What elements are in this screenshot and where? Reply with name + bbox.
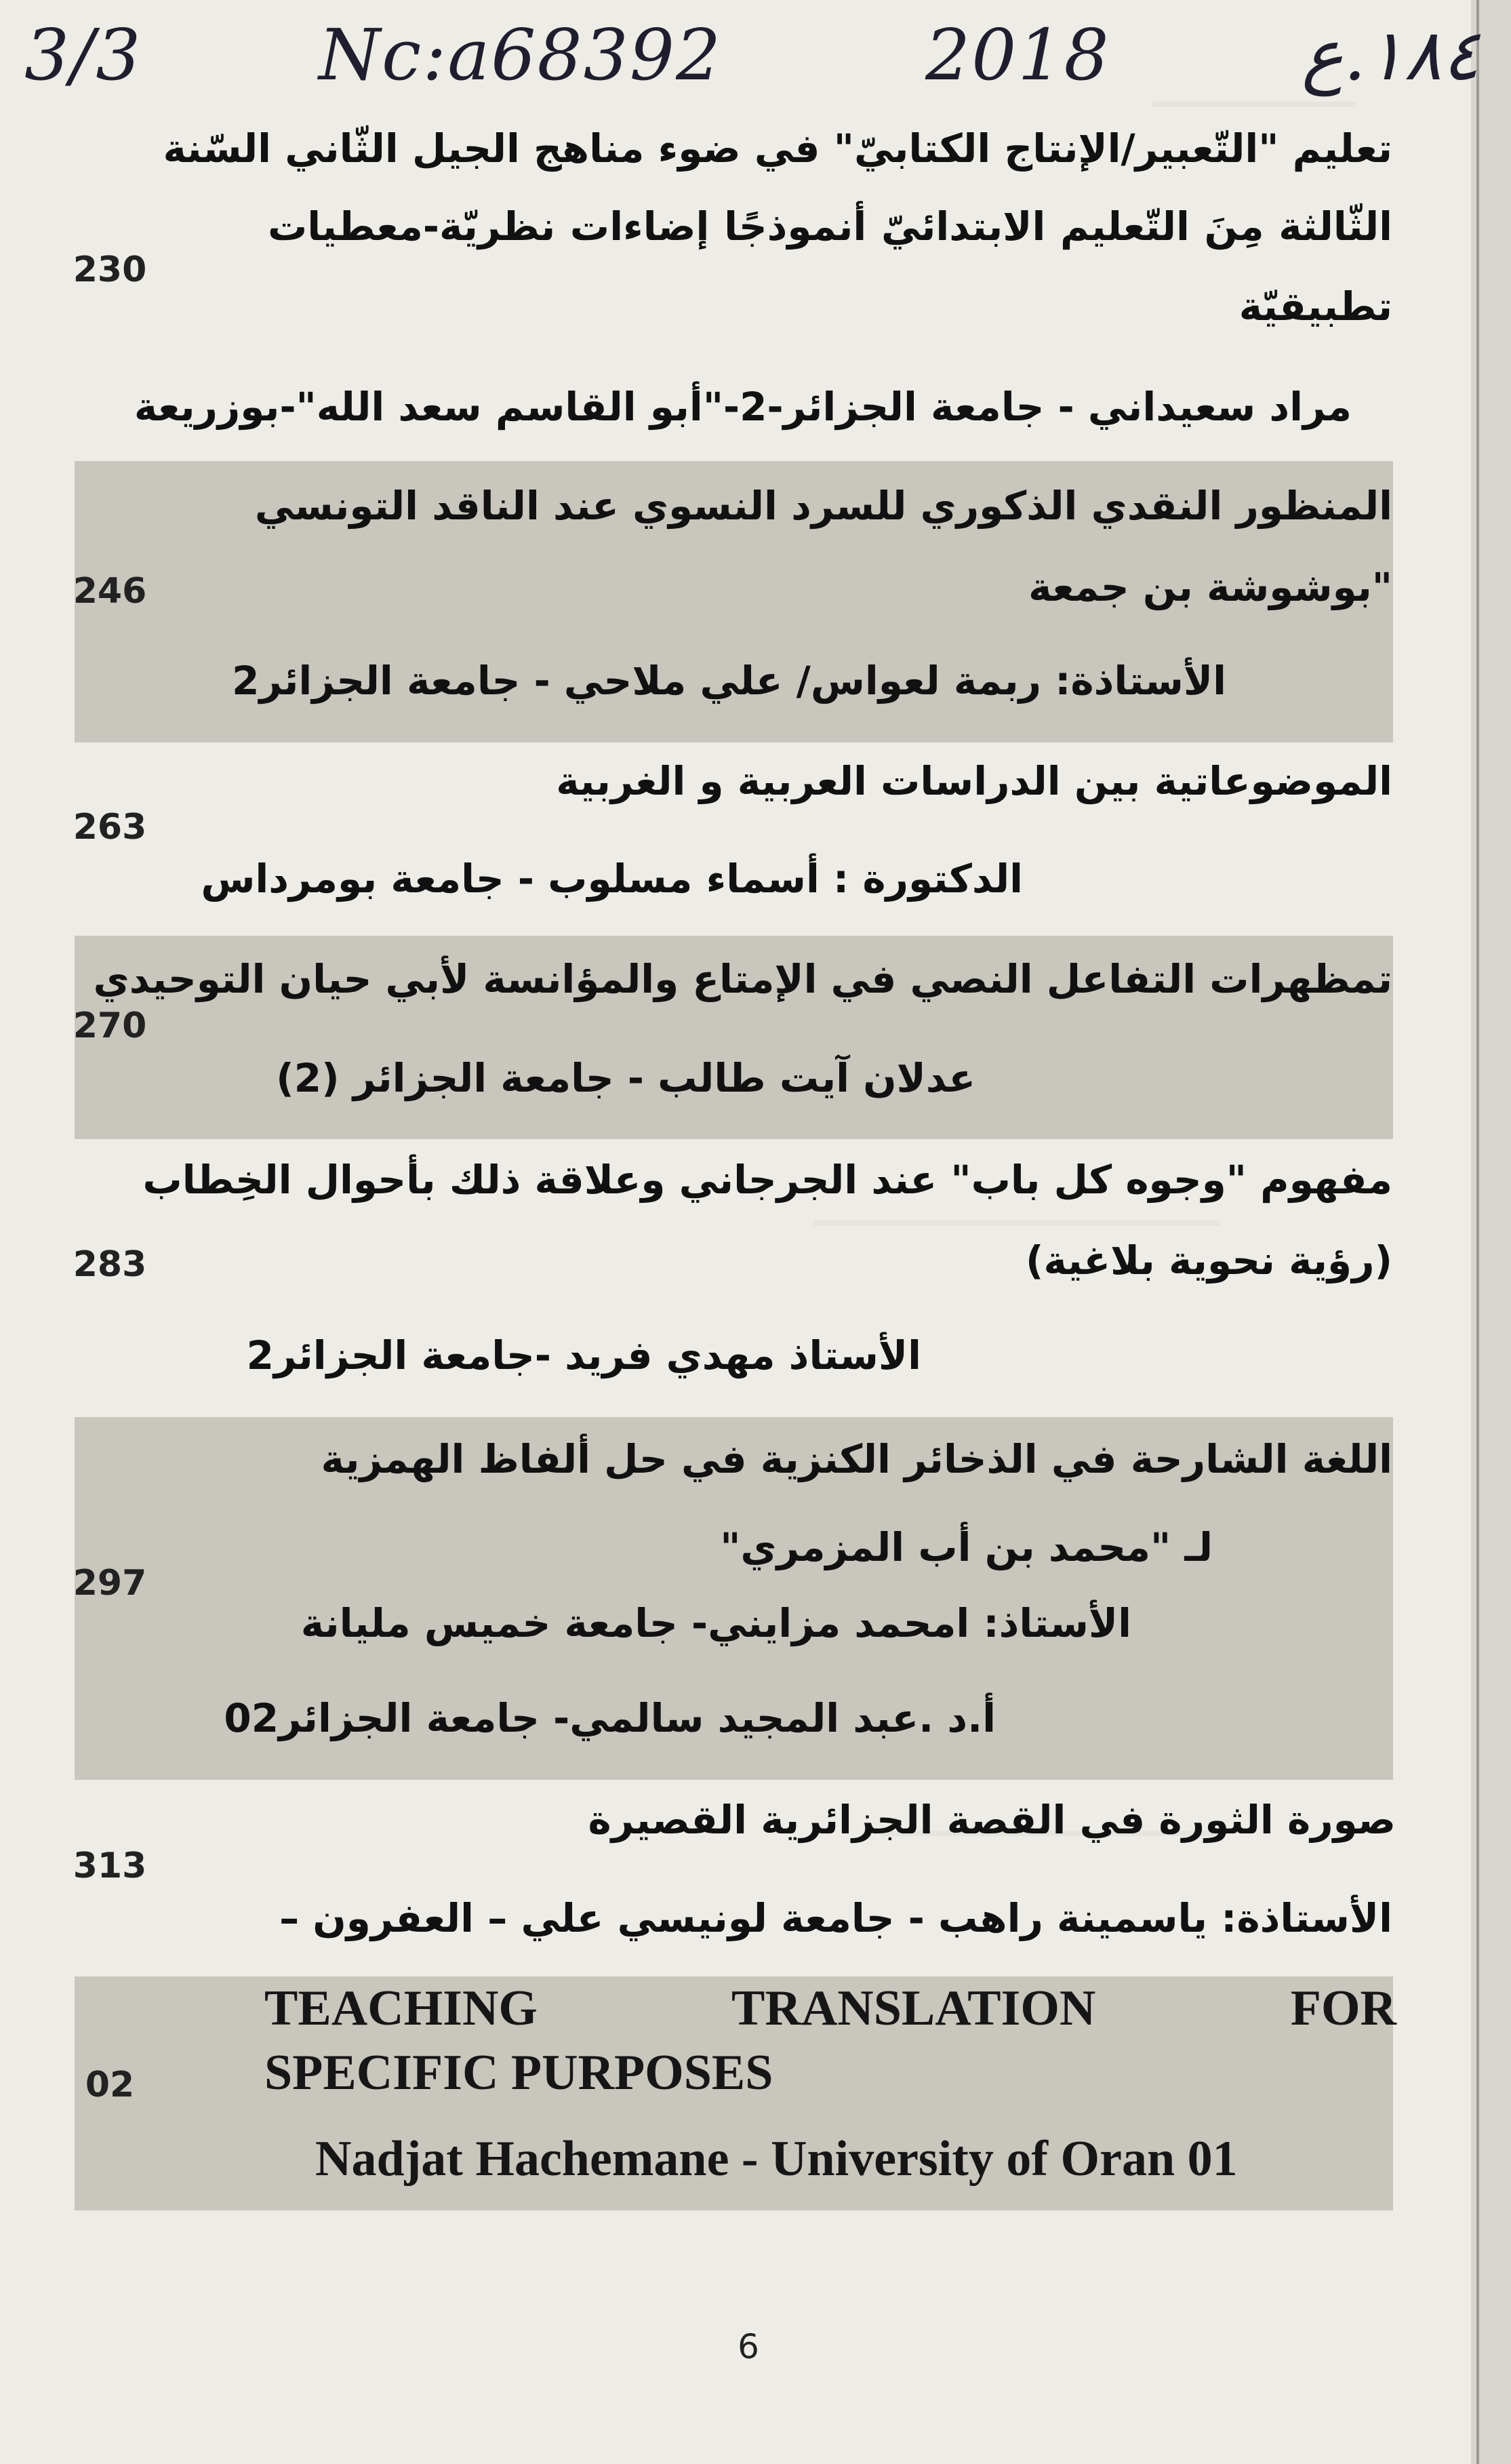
toc-author-line: الأستاذ: امحمد مزايني- جامعة خميس مليانة xyxy=(300,1600,1131,1646)
toc-author-line: أ.د .عبد المجيد سالمي- جامعة الجزائر02 xyxy=(224,1695,996,1741)
toc-title-line: تطبيقيّة xyxy=(1238,283,1392,330)
toc-title-line: تعليم "التّعبير/الإنتاج الكتابيّ" في ضوء مناهج الجيل الثّاني السّنة xyxy=(163,125,1392,172)
toc-title-line: صورة الثورة في القصة الجزائرية القصيرة xyxy=(588,1797,1396,1843)
page-edge-line xyxy=(1476,0,1479,2464)
toc-author-line: مراد سعيداني - جامعة الجزائر-2-"أبو القاسم سعد الله"-بوزريعة xyxy=(134,384,1352,430)
toc-page-number: 263 xyxy=(73,807,147,848)
handwritten-year: 2018 xyxy=(925,14,1110,96)
toc-page-number: 297 xyxy=(73,1563,147,1604)
toc-title-line: "بوشوشة بن جمعة xyxy=(1028,564,1392,610)
toc-title-line: (رؤية نحوية بلاغية) xyxy=(1026,1237,1392,1284)
toc-page-number: 230 xyxy=(73,250,147,290)
handwritten-call-number: Nc:a68392 xyxy=(319,14,723,96)
toc-page-number: 246 xyxy=(73,571,147,612)
handwritten-part-number: 3/3 xyxy=(24,14,142,96)
toc-author-line: عدلان آيت طالب - جامعة الجزائر (2) xyxy=(276,1055,975,1101)
toc-english-author-line: Nadjat Hachemane - University of Oran 01 xyxy=(315,2131,1238,2187)
toc-page-number: 313 xyxy=(73,1846,147,1886)
toc-title-line: لـ "محمد بن أب المزمري" xyxy=(720,1524,1213,1570)
toc-title-line: المنظور النقدي الذكوري للسرد النسوي عند الناقد التونسي xyxy=(254,483,1392,529)
toc-author-line: الأستاذ مهدي فريد -جامعة الجزائر2 xyxy=(246,1332,921,1378)
toc-author-line: الأستاذة: ياسمينة راهب - جامعة لونيسي علي – العفرون – xyxy=(279,1895,1392,1941)
toc-title-line: الثّالثة مِنَ التّعليم الابتدائيّ أنموذجًا إضاءات نظريّة-معطيات xyxy=(268,203,1392,250)
toc-author-line: الدكتورة : أسماء مسلوب - جامعة بومرداس xyxy=(201,856,1023,902)
page-folio-number: 6 xyxy=(738,2327,759,2366)
toc-english-title-line: TEACHING TRANSLATION FOR xyxy=(264,1981,1396,2036)
toc-title-line: مفهوم "وجوه كل باب" عند الجرجاني وعلاقة ذلك بأحوال الخِطاب xyxy=(142,1157,1392,1203)
toc-english-title-line: SPECIFIC PURPOSES xyxy=(264,2045,773,2101)
toc-page-number: 02 xyxy=(85,2065,135,2105)
toc-title-line: الموضوعاتية بين الدراسات العربية و الغربية xyxy=(556,758,1392,804)
toc-page-number: 270 xyxy=(73,1006,147,1046)
handwritten-shelf-code: ١٨٤.ع xyxy=(1302,14,1480,96)
toc-page-number: 283 xyxy=(73,1244,147,1285)
toc-title-line: تمظهرات التفاعل النصي في الإمتاع والمؤانسة لأبي حيان التوحيدي xyxy=(93,956,1392,1002)
show-through-mark xyxy=(1152,102,1356,107)
toc-author-line: الأستاذة: ربمة لعواس/ علي ملاحي - جامعة الجزائر2 xyxy=(232,658,1226,704)
toc-title-line: اللغة الشارحة في الذخائر الكنزية في حل ألفاظ الهمزية xyxy=(321,1436,1392,1482)
